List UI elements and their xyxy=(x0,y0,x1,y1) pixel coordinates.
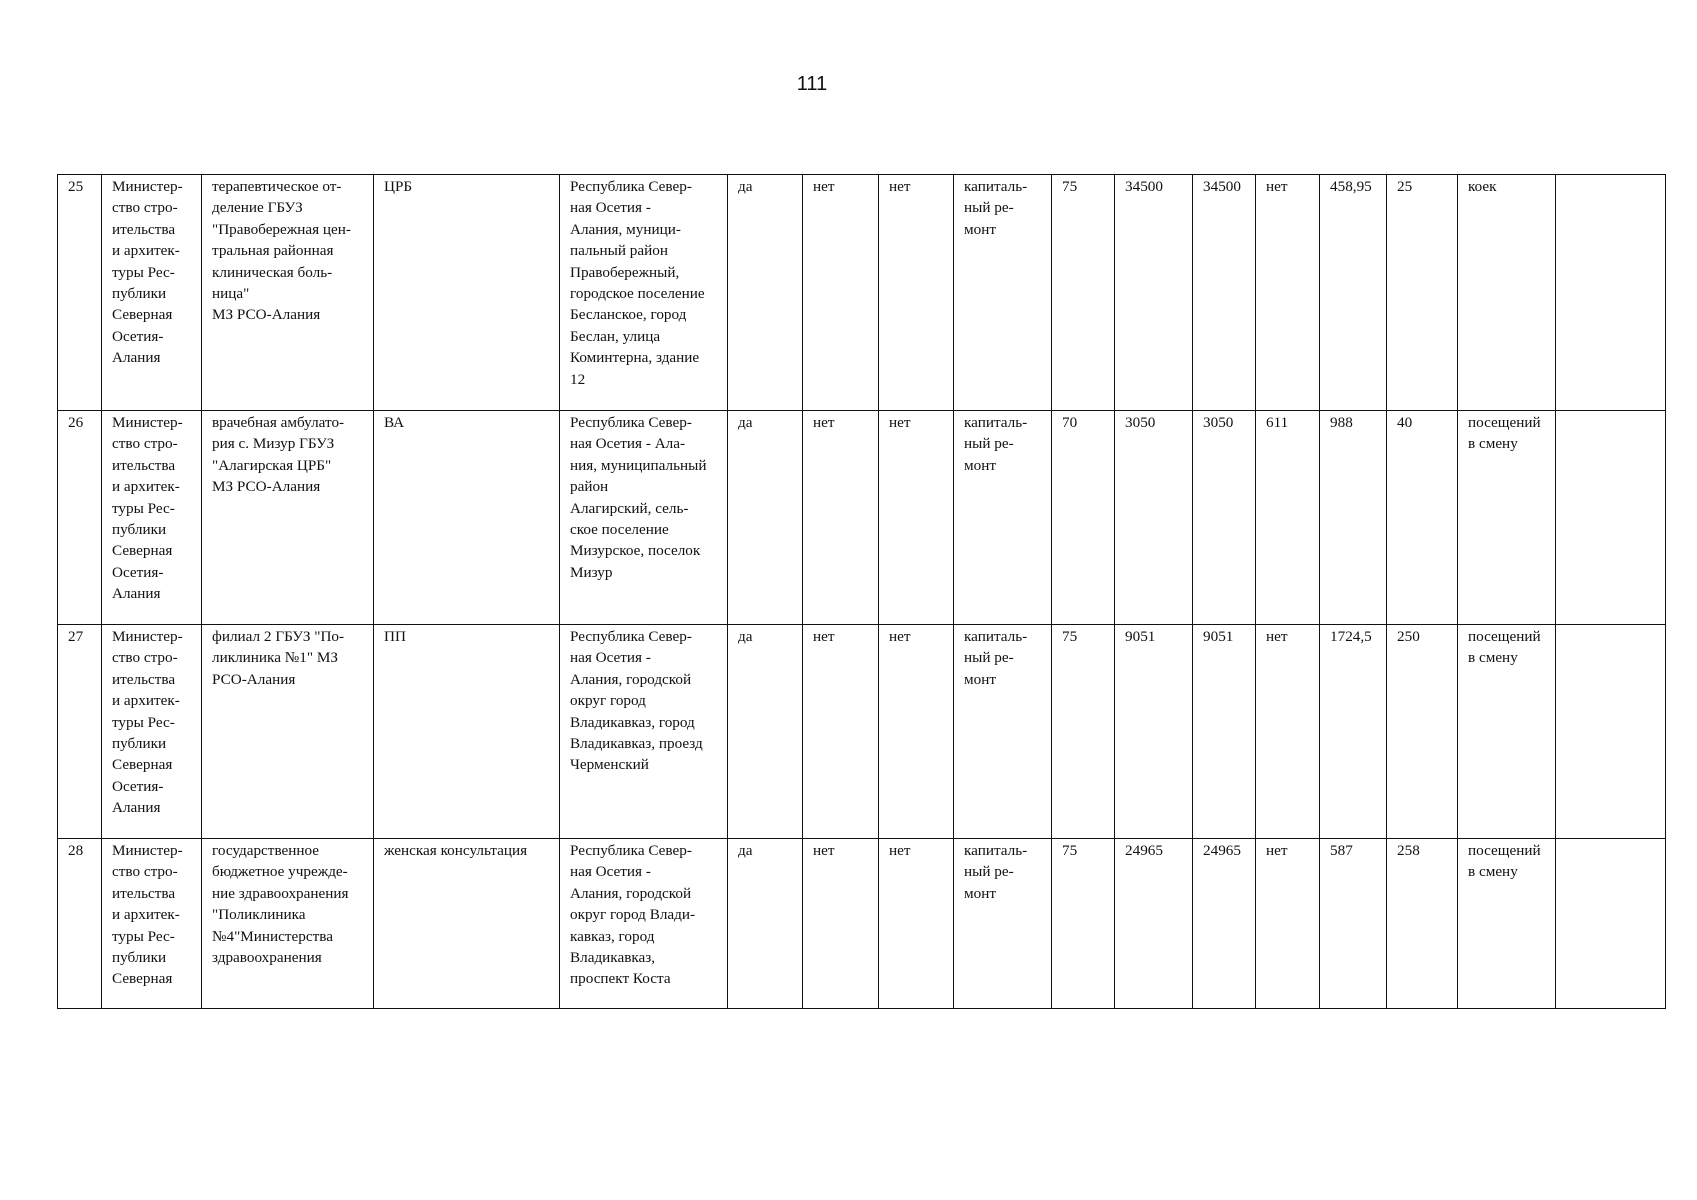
col11-cell: 3050 xyxy=(1115,411,1193,625)
capacity-cell: 25 xyxy=(1387,175,1458,411)
capacity-cell: 40 xyxy=(1387,411,1458,625)
col17-cell xyxy=(1556,625,1666,839)
address-cell: Республика Север- ная Осетия - Алания, городской округ город Владикавказ, город Владикавказ, проезд Черменский xyxy=(560,625,728,839)
facility-type-cell: ПП xyxy=(374,625,560,839)
capacity-cell: 258 xyxy=(1387,839,1458,1009)
capacity-unit-cell: посещений в смену xyxy=(1458,411,1556,625)
col10-cell: 75 xyxy=(1052,839,1115,1009)
capacity-unit-cell: посещений в смену xyxy=(1458,625,1556,839)
facility-type-cell: женская консультация xyxy=(374,839,560,1009)
facility-cell: врачебная амбулато- рия с. Мизур ГБУЗ "Алагирская ЦРБ" МЗ РСО-Алания xyxy=(202,411,374,625)
address-cell: Республика Север- ная Осетия - Ала- ния, муниципальный район Алагирский, сель- ское поселение Мизурское, поселок Мизур xyxy=(560,411,728,625)
customer-cell: Министер- ство стро- ительства и архитек- туры Рес- публики Северная xyxy=(102,839,202,1009)
facility-cell: государственное бюджетное учрежде- ние здравоохранения "Поликлиника №4"Министерства здравоохранения xyxy=(202,839,374,1009)
capacity-unit-cell: коек xyxy=(1458,175,1556,411)
work-type-cell: капиталь- ный ре- монт xyxy=(954,625,1052,839)
col7-cell: нет xyxy=(803,839,879,1009)
address-cell: Республика Север- ная Осетия - Алания, городской округ город Влади- кавказ, город Владикавказ, проспект Коста xyxy=(560,839,728,1009)
col11-cell: 34500 xyxy=(1115,175,1193,411)
customer-cell: Министер- ство стро- ительства и архитек- туры Рес- публики Северная Осетия- Алания xyxy=(102,175,202,411)
facilities-table xyxy=(57,174,1666,1009)
col14-cell: 458,95 xyxy=(1320,175,1387,411)
facility-cell: филиал 2 ГБУЗ "По- ликлиника №1" МЗ РСО-Алания xyxy=(202,625,374,839)
col10-cell: 75 xyxy=(1052,175,1115,411)
col8-cell: нет xyxy=(879,175,954,411)
col11-cell: 9051 xyxy=(1115,625,1193,839)
row-number: 26 xyxy=(58,411,102,625)
col13-cell: нет xyxy=(1256,839,1320,1009)
facility-type-cell: ВА xyxy=(374,411,560,625)
facility-cell: терапевтическое от- деление ГБУЗ "Правобережная цен- тральная районная клиническая боль- ница" МЗ РСО-Алания xyxy=(202,175,374,411)
col10-cell: 75 xyxy=(1052,625,1115,839)
col6-cell: да xyxy=(728,625,803,839)
work-type-cell: капиталь- ный ре- монт xyxy=(954,411,1052,625)
col6-cell: да xyxy=(728,411,803,625)
row-number: 25 xyxy=(58,175,102,411)
table-row xyxy=(58,625,1666,839)
col12-cell: 9051 xyxy=(1193,625,1256,839)
col11-cell: 24965 xyxy=(1115,839,1193,1009)
col13-cell: нет xyxy=(1256,625,1320,839)
work-type-cell: капиталь- ный ре- монт xyxy=(954,839,1052,1009)
col6-cell: да xyxy=(728,839,803,1009)
capacity-unit-cell: посещений в смену xyxy=(1458,839,1556,1009)
col12-cell: 24965 xyxy=(1193,839,1256,1009)
col14-cell: 988 xyxy=(1320,411,1387,625)
col8-cell: нет xyxy=(879,839,954,1009)
col8-cell: нет xyxy=(879,625,954,839)
customer-cell: Министер- ство стро- ительства и архитек- туры Рес- публики Северная Осетия- Алания xyxy=(102,411,202,625)
table-row xyxy=(58,411,1666,625)
capacity-cell: 250 xyxy=(1387,625,1458,839)
facility-type-cell: ЦРБ xyxy=(374,175,560,411)
col8-cell: нет xyxy=(879,411,954,625)
col7-cell: нет xyxy=(803,411,879,625)
page-number: 111 xyxy=(796,73,828,95)
work-type-cell: капиталь- ный ре- монт xyxy=(954,175,1052,411)
address-cell: Республика Север- ная Осетия - Алания, муници- пальный район Правобережный, городское поселение Бесланское, город Беслан, улица Коминтерна, здание 12 xyxy=(560,175,728,411)
col14-cell: 1724,5 xyxy=(1320,625,1387,839)
col10-cell: 70 xyxy=(1052,411,1115,625)
table-row xyxy=(58,839,1666,1009)
col17-cell xyxy=(1556,411,1666,625)
table-row xyxy=(58,175,1666,411)
customer-cell: Министер- ство стро- ительства и архитек- туры Рес- публики Северная Осетия- Алания xyxy=(102,625,202,839)
col6-cell: да xyxy=(728,175,803,411)
col13-cell: нет xyxy=(1256,175,1320,411)
col12-cell: 3050 xyxy=(1193,411,1256,625)
col14-cell: 587 xyxy=(1320,839,1387,1009)
col7-cell: нет xyxy=(803,625,879,839)
col17-cell xyxy=(1556,175,1666,411)
col13-cell: 611 xyxy=(1256,411,1320,625)
col17-cell xyxy=(1556,839,1666,1009)
col7-cell: нет xyxy=(803,175,879,411)
col12-cell: 34500 xyxy=(1193,175,1256,411)
row-number: 27 xyxy=(58,625,102,839)
row-number: 28 xyxy=(58,839,102,1009)
